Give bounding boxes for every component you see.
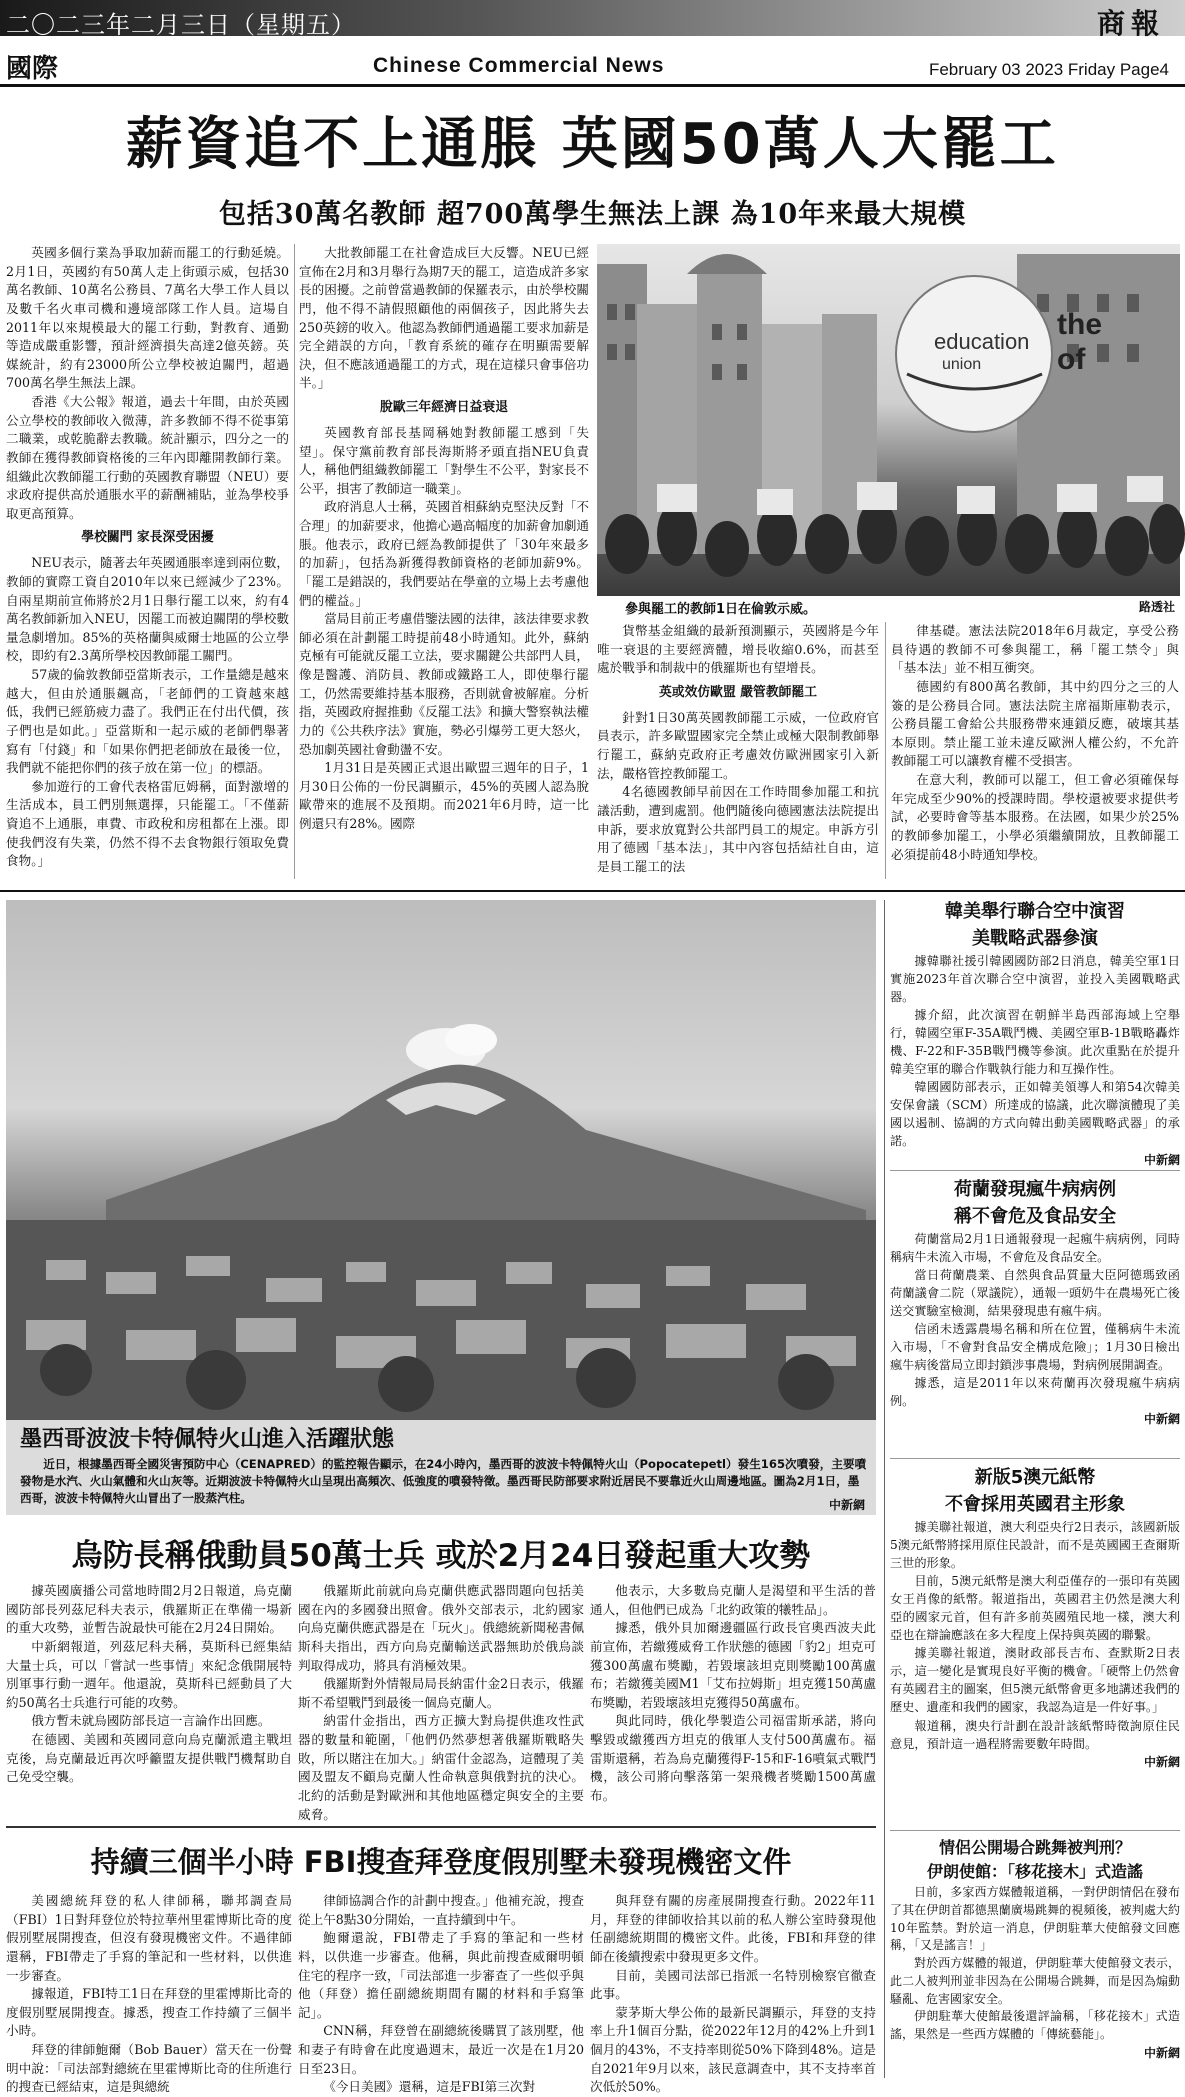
paragraph: 據悉，俄外貝加爾邊疆區行政長官奧西波夫此前宣佈，若繳獲威脅工作狀態的德國「豹2」坦克可獲300萬盧布獎勵，若毀壞該坦克則獎勵100萬盧布；若繳獲美國M1「艾布拉姆斯」坦克獲150萬盧布獎勵，若毀壞該坦克獲得50萬盧布。	[590, 1620, 876, 1710]
paragraph: 律基礎。憲法法院2018年6月裁定，享受公務員待遇的教師不可參與罷工，稱「罷工禁令」與「基本法」並不相互衝突。	[891, 623, 1179, 676]
sidebar-story-title: 荷蘭發現瘋牛病病例 稱不會危及食品安全	[954, 1179, 1116, 1227]
article3-headline: 持續三個半小時 FBI搜查拜登度假別墅未發現機密文件	[90, 1845, 792, 1879]
paragraph: 俄羅斯對外情報局局長納雷什金2日表示，俄羅斯不希望戰鬥到最後一個烏克蘭人。	[298, 1676, 584, 1710]
paragraph: 韓國國防部表示，正如韓美領導人和第54次韓美安保會議（SCM）所達成的協議，此次聯演體現了美國以遏制、協調的方式向韓出動美國戰略武器」的承諾。	[890, 1080, 1180, 1149]
banner-word: education	[934, 329, 1030, 354]
paragraph: 伊朗駐華大使館最後還評論稱，「移花接木」式造謠，果然是一些西方媒體的「傳統藝能」。	[890, 2009, 1180, 2041]
section-rule	[0, 890, 1185, 892]
paragraph: 信函未透露農場名稱和所在位置，僅稱病牛未流入市場，「不會對食品安全構成危險」；1月30日檢出瘋牛病後當局立即封鎖涉事農場，對病例展開調查。	[890, 1322, 1180, 1373]
article2-column-1	[6, 1582, 292, 1822]
paragraph: 57歲的倫敦教師亞當斯表示，工作量總是越來越大，但由於通脹飆高，「老師們的工資越來越低，我們已經筋疲力盡了。我們正在付出代價，孩子們也是如此。」亞當斯和一起示威的老師們舉著寫有「付錢」和「如果你們把老師放在最後一位，我們就不能把你們的孩子放在第一位」的標語。	[6, 667, 289, 776]
paragraph: 據韓聯社援引韓國國防部2日消息，韓美空軍1日實施2023年首次聯合空中演習，並投入美國戰略武器。	[890, 954, 1180, 1005]
paragraph: 俄方暫未就烏國防部長這一言論作出回應。	[31, 1713, 271, 1729]
article1-column-4	[891, 622, 1179, 879]
sidebar-story-title: 新版5澳元紙幣 不會採用英國君主形象	[945, 1467, 1125, 1515]
strike-photo-caption: 參與罷工的教師1日在倫敦示威。	[625, 602, 817, 617]
column-divider	[294, 244, 295, 879]
article3-column-2	[298, 1892, 584, 2095]
strike-photo-credit: 路透社	[1138, 600, 1175, 614]
paragraph: 在意大利，教師可以罷工，但工會必須確保每年完成至少90%的授課時間。學校還被要求提供考試，必要時會等基本服務。在法國，如果少於25%的教師參加罷工，小學必須繼續開放，且教師罷工必須提前48小時通知學校。	[891, 772, 1179, 862]
paragraph: 據介紹，此次演習在朝鮮半島西部海域上空舉行，韓國空軍F-35A戰鬥機、美國空軍B-1B戰略轟炸機、F-22和F-35B戰鬥機等參演。此次重點在於提升韓美空軍的聯合作戰執行能力和互操作性。	[890, 1008, 1180, 1077]
masthead-date: 二〇二三年二月三日（星期五）	[6, 11, 356, 39]
article2-column-3	[590, 1582, 876, 1822]
sidebar-rule	[890, 1830, 1180, 1831]
banner-word: the	[1057, 308, 1102, 341]
paragraph: 參加遊行的工會代表格雷厄姆稱，面對激增的生活成本，員工們別無選擇，只能罷工。「不僅薪資追不上通脹，車費、市政稅和房租都在上漲。即使我們沒有失業，仍然不得不去食物銀行領取免費食物。」	[6, 778, 289, 869]
paragraph: 貨幣基金組織的最新預測顯示，英國將是今年唯一衰退的主要經濟體，增長收縮0.6%，而甚至處於戰爭和制裁中的俄羅斯也有望增長。	[597, 623, 879, 676]
article1-subhead: 脫歐三年經濟日益衰退	[380, 400, 508, 415]
article3-column-3	[590, 1892, 876, 2095]
sidebar-rule	[890, 1458, 1180, 1459]
sidebar-credit: 中新網	[1143, 1152, 1180, 1167]
volcano-credit: 中新網	[828, 1498, 865, 1512]
paragraph: 與拜登有關的房產展開搜查行動。2022年11月，拜登的律師收拾其以前的私人辦公室時發現他任副總統期間的機密文件。此後，FBI和拜登的律師在後續搜索中發現更多文件。	[590, 1893, 876, 1964]
paragraph: 據悉，這是2011年以來荷蘭再次發現瘋牛病病例。	[890, 1376, 1180, 1409]
sidebar-story-4	[890, 1836, 1180, 2081]
paragraph: 目前，美國司法部已指派一名特別檢察官徹查此事。	[590, 1967, 876, 2002]
article2-column-2	[298, 1582, 584, 1822]
newspaper-logo: 商報	[1096, 7, 1165, 40]
paragraph: 他表示，大多數烏克蘭人是渴望和平生活的普通人，但他們已成為「北約政策的犧牲品」。	[590, 1583, 876, 1617]
strike-photo-art	[597, 244, 1180, 596]
column-divider	[885, 622, 886, 879]
paragraph: 目前，5澳元紙幣是澳大利亞僅存的一張印有英國女王肖像的紙幣。報道指出，英國君主仍然是澳大利亞的國家元首，但有許多前英國殖民地一樣，澳大利亞也在辯論應該在多大程度上保持與英國的聯繫。	[890, 1574, 1180, 1643]
sidebar-credit: 中新網	[1143, 1754, 1180, 1769]
paragraph: 中新網報道，列茲尼科夫稱，莫斯科已經集結大量士兵，可以「嘗試一些事情」來紀念俄開展特別軍事行動一週年。他還說，莫斯科已經動員了大約50萬名士兵進行可能的攻勢。	[6, 1638, 292, 1710]
article1-column-3	[597, 622, 879, 879]
paragraph: 報道稱，澳央行計劃在設計該紙幣時徵詢原住民意見，預計這一過程將需要數年時間。	[890, 1718, 1180, 1751]
paragraph: 據美聯社報道，澳財政部長吉布、查默斯2日表示，這一變化是實現良好平衡的機會。「硬幣上仍然會有英國君主的圖案，但5澳元紙幣會更多地講述我們的歷史、遺產和我們的國家，我認為這是一件好事。」	[890, 1646, 1180, 1715]
paragraph: 當局目前正考慮借鑒法國的法律，該法律要求教師必須在計劃罷工時提前48小時通知。此外，蘇納克極有可能就反罷工立法，要求關鍵公共部門人員，像是醫護、消防員、教師或鐵路工人，即使舉行罷工，仍然需要維持基本服務，否則就會被解雇。分析指，英國政府握推動《反罷工法》和擴大警察執法權力的《公共秩序法》實施，勢必引爆勞工更大怒火，恐加劇英國社會動盪不安。	[299, 611, 589, 757]
article2-headline: 烏防長稱俄動員50萬士兵 或於2月24日發起重大攻勢	[71, 1538, 811, 1574]
article1-subhead: 英或效仿歐盟 嚴管教師罷工	[658, 684, 818, 700]
paragraph: 美國總統拜登的私人律師稱，聯邦調查局（FBI）1日對拜登位於特拉華州里霍博斯比奇的度假別墅展開搜查，但沒有發現機密文件。不過律師還稱，FBI帶走了手寫的筆記和一些材料，以供進一步審查。	[6, 1893, 292, 1983]
paragraph: NEU表示，隨著去年英國通脹率達到兩位數，教師的實際工資自2010年以來已經減少了23%。自兩星期前宣佈將於2月1日舉行罷工以來，約有4萬名教師新加入NEU，因罷工而被迫關閉的學校數量急劇增加。85%的英格蘭與威爾士地區的公立學校，即約有2.3萬所學校因教師罷工關門。	[6, 555, 289, 664]
paragraph: 在德國、美國和英國同意向烏克蘭派遣主戰坦克後，烏克蘭最近再次呼籲盟友提供戰鬥機幫助自己免受空襲。	[6, 1732, 292, 1785]
paragraph: 1月31日是英國正式退出歐盟三週年的日子，1月30日公佈的一份民調顯示，45%的英國人認為脫歐帶來的進展不及預期。而2021年6月時，這一比例還只有28%。國際	[299, 760, 589, 832]
section-rule	[6, 1826, 876, 1828]
paragraph: 大批教師罷工在社會造成巨大反響。NEU已經宣佈在2月和3月舉行為期7天的罷工，這造成許多家長的困擾。之前曾當過教師的保羅表示，由於學校關門，他不得不請假照顧他的兩個孩子，因此將失去250英鎊的收入。他認為教師們通過罷工要求加薪是完全錯誤的方向，「教育系統的確存在明顯需要解決，但不應該通過罷工的方式，現在這樣只會事倍功半。」	[299, 245, 589, 391]
volcano-photo	[6, 900, 876, 1420]
paragraph: 香港《大公報》報道，過去十年間，由於英國公立學校的教師收入微薄，許多教師不得不從事第二職業，或乾脆辭去教職。統計顯示，四分之一的教師在獲得教師資格後的三年內即離開教師行業。組織此次教師罷工行動的英國教育聯盟（NEU）要求政府提供高於通脹水平的薪酬補貼，並為學校爭取更高預算。	[6, 394, 289, 521]
paragraph: 英國多個行業為爭取加薪而罷工的行動延燒。2月1日，英國約有50萬人走上街頭示威，包括30萬名教師、10萬名公務員、7萬名大學工作人員以及數千名火車司機和邊境部隊工作人員。這場自2011年以來規模最大的罷工行動，對教育、通勤等造成嚴重影響，預計經濟損失高達2億英鎊。英媒統計，約有23000所公立學校被迫關門，超過700萬名學生無法上課。	[6, 245, 289, 391]
paragraph: 律師協調合作的計劃中搜查。」他補充說，搜查從上午8點30分開始，一直持續到中午。	[298, 1893, 584, 1927]
volcano-caption: 近日，根據墨西哥全國災害預防中心（CENAPRED）的監控報告顯示，在24小時內，墨西哥的波波卡特佩特火山（Popocatepetl）發生165次噴發，主要噴發物是水汽、火山氣體和火山灰等。近期波波卡特佩特火山呈現出高頻次、低強度的噴發特徵。墨西哥民防部要求附近居民不要靠近火山周邊地區。圖為2月1日，墨西哥，波波卡特佩特火山冒出了一股蒸汽柱。	[20, 1457, 867, 1505]
sidebar-credit: 中新網	[1143, 1412, 1180, 1427]
paragraph: 英國教育部長基岡稱她對教師罷工感到「失望」。保守黨前教育部長海斯將矛頭直指NEU負責人，稱他們組織教師罷工「對學生不公平，對家長不公平，損害了教師這一職業」。	[299, 424, 589, 496]
volcano-title: 墨西哥波波卡特佩特火山進入活躍狀態	[20, 1427, 395, 1452]
banner-word: of	[1057, 343, 1086, 376]
paragraph: 蒙茅斯大學公佈的最新民調顯示，拜登的支持率上升1個百分點，從2022年12月的42%上升到1個月的43%，不支持率則從50%下降到48%。這是自2021年9月以來，該民意調查中，其不支持率首次低於50%。	[590, 2004, 876, 2095]
article3-column-1	[6, 1892, 292, 2095]
strike-photo	[597, 244, 1180, 596]
paragraph: 政府消息人士稱，英國首相蘇納克堅決反對「不合理」的加薪要求，他擔心過高幅度的加薪會加劇通脹。他表示，政府已經為教師提供了「30年來最多的加薪」，包括為新獲得教師資格的老師加薪9%。「罷工是錯誤的，我們要站在學童的立場上去考慮他們的權益。」	[299, 499, 589, 608]
paragraph: 與此同時，俄化學製造公司福雷斯承諾，將向擊毀或繳獲西方坦克的俄軍人支付500萬盧布。福雷斯還稱，若為烏克蘭獲得F-15和F-16噴氣式戰鬥機，該公司將向擊落第一架飛機者獎勵1500萬盧布。	[590, 1713, 876, 1803]
paragraph: 拜登的律師鮑爾（Bob Bauer）當天在一份聲明中說：「司法部對總統在里霍博斯比奇的住所進行的搜查已經結束，這是與總統	[6, 2042, 292, 2095]
issue-info: February 03 2023 Friday Page4	[928, 60, 1169, 79]
article1-headline: 薪資追不上通脹 英國50萬人大罷工	[126, 112, 1059, 177]
banner-word: union	[942, 356, 982, 373]
sidebar-story-2	[890, 1176, 1180, 1427]
paragraph: 日前，多家西方媒體報道稱，一對伊朗情侶在發布了其在伊朗首都德黑蘭廣場跳舞的視頻後，被判處大約10年監禁。對於這一消息，伊朗駐華大使館發文回應稱，「又是謠言！」	[890, 1885, 1180, 1953]
paragraph: 納雷什金指出，西方正擴大對烏提供進攻性武器的數量和範圍，「他們仍然夢想著俄羅斯戰略失敗，所以賭注在加大。」納雷什金認為，這體現了美國及盟友不顧烏克蘭人性命執意與俄對抗的決心。北約的活動是對歐洲和其他地區穩定與安全的主要威脅。	[298, 1713, 584, 1822]
sidebar-divider	[884, 900, 885, 2078]
article1-column-1	[6, 244, 289, 879]
paragraph: 德國約有800萬名教師，其中約四分之三的人簽的是公務員合同。憲法法院主席福斯庫勒表示，公務員罷工會給公共服務帶來連鎖反應，破壞其基本原則。禁止罷工並未違反歐洲人權公約，不允許教師罷工可以讓教育權不受損害。	[891, 678, 1179, 769]
sidebar-credit: 中新網	[1143, 2045, 1180, 2060]
paragraph: 當日荷蘭農業、自然與食品質量大臣阿德瑪致函荷蘭議會二院（眾議院），通報一頭奶牛在農場死亡後送交實驗室檢測，結果發現患有瘋牛病。	[890, 1268, 1180, 1319]
paragraph: 鮑爾還說，FBI帶走了手寫的筆記和一些材料，以供進一步審查。他稱，與此前搜查威爾明頓住宅的程序一致，「司法部進一步審查了一些似乎與他（拜登）擔任副總統期間有關的材料和手寫筆記」。	[298, 1930, 584, 2020]
paragraph: 對於西方媒體的報道，伊朗駐華大使館發文表示，此二人被判刑並非因為在公開場合跳舞，而是因為煽動騷亂、危害國家安全。	[890, 1956, 1180, 2006]
sidebar-story-3	[890, 1464, 1180, 1770]
masthead-rule	[0, 84, 1185, 87]
paragraph: CNN稱，拜登曾在副總統後購買了該別墅，他和妻子有時會在此度過週末，最近一次是在1月20日至23日。	[298, 2023, 584, 2076]
paragraph: 據美聯社報道，澳大利亞央行2日表示，該國新版5澳元紙幣將採用原住民設計，而不是英國國王查爾斯三世的形象。	[890, 1520, 1180, 1571]
section-title: 國際	[6, 54, 59, 84]
sidebar-story-title: 韓美舉行聯合空中演習 美戰略武器參演	[945, 901, 1125, 949]
paragraph: 據英國廣播公司當地時間2月2日報道，烏克蘭國防部長列茲尼科夫表示，俄羅斯正在準備一場新的重大攻勢，並暫告說最快可能在2月24日開始。	[6, 1583, 292, 1636]
sidebar-rule	[890, 1170, 1180, 1171]
paragraph: 俄羅斯此前就向烏克蘭供應武器問題向包括美國在內的多國發出照會。俄外交部表示，北約國家向烏克蘭供應武器是在「玩火」。俄總統新聞秘書佩斯科夫指出，西方向烏克蘭輸送武器無助於俄烏談判取得成功，將具有消極效果。	[298, 1583, 584, 1673]
paragraph: 針對1日30萬英國教師罷工示威，一位政府官員表示，許多歐盟國家完全禁止或極大限制教師舉行罷工，蘇納克政府正考慮效仿歐洲國家引入新法，嚴格管控教師罷工。	[597, 709, 879, 781]
paragraph: 《今日美國》還稱，這是FBI第三次對	[323, 2079, 536, 2095]
paragraph: 據報道，FBI特工1日在拜登的里霍博斯比奇的度假別墅展開搜查。據悉，搜查工作持續了三個半小時。	[6, 1986, 292, 2039]
paragraph: 4名德國教師早前因在工作時間參加罷工和抗議活動，遭到處罰。他們隨後向德國憲法法院提出申訴，要求放寬對公共部門員工的規定。申訴方引用了德國「基本法」，其中內容包括結社自由，這是員工罷工的法	[597, 784, 879, 874]
paper-name-en: Chinese Commercial News	[373, 54, 665, 77]
sidebar-story-1	[890, 898, 1180, 1168]
article1-subhead: 學校關門 家長深受困擾	[81, 530, 214, 546]
paragraph: 荷蘭當局2月1日通報發現一起瘋牛病病例，同時稱病牛未流入市場，不會危及食品安全。	[890, 1232, 1180, 1265]
volcano-photo-art	[6, 900, 876, 1420]
article1-column-2	[299, 244, 589, 879]
sidebar-story-title: 情侶公開場合跳舞被判刑？ 伊朗使館：「移花接木」式造謠	[926, 1838, 1143, 1881]
article1-subheadline: 包括30萬名教師 超700萬學生無法上課 為10年来最大規模	[218, 199, 967, 230]
